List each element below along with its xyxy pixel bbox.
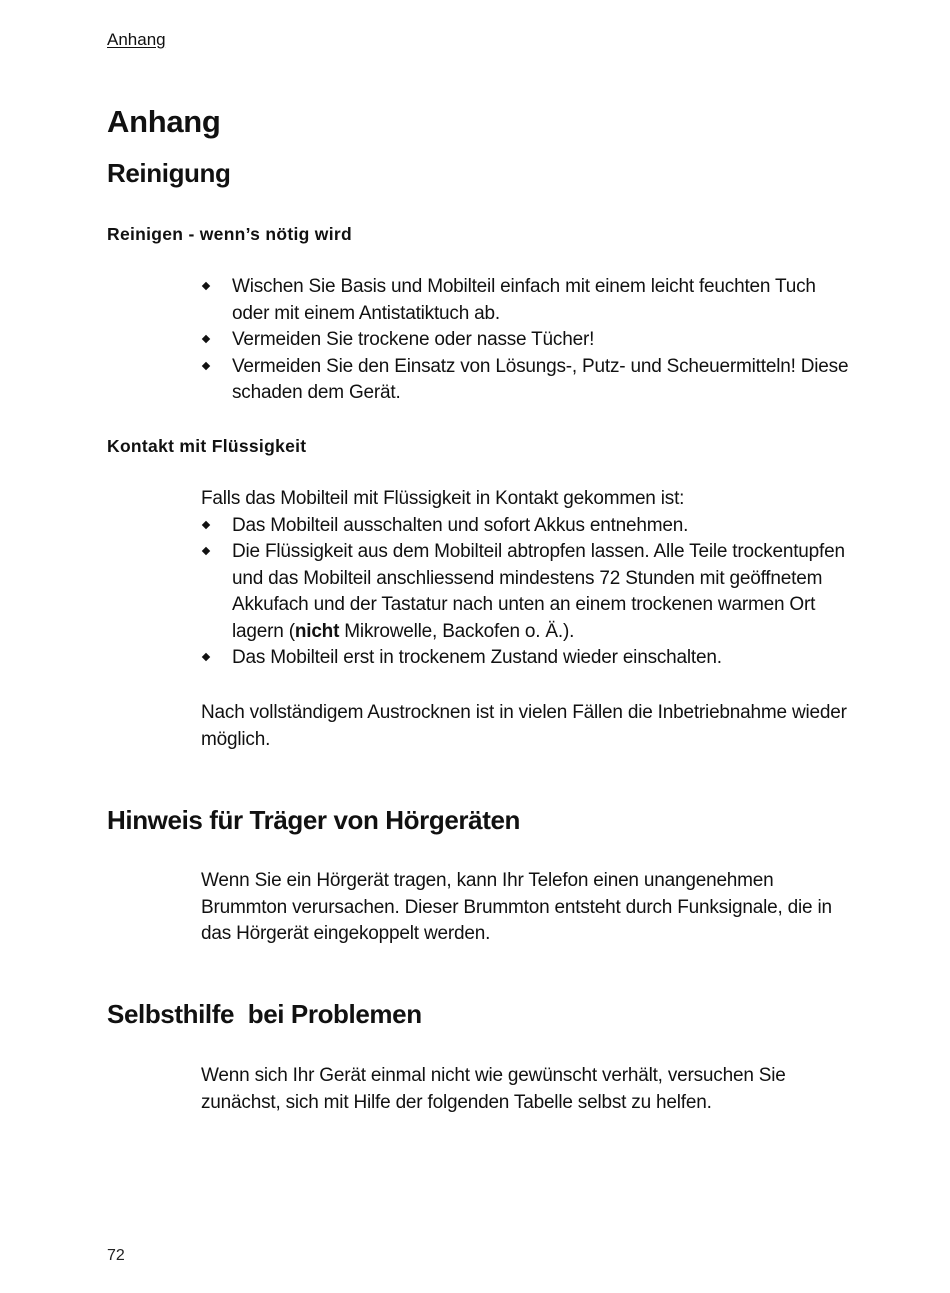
- diamond-bullet-icon: [202, 520, 210, 528]
- kontakt-intro: Falls das Mobilteil mit Flüssigkeit in Kontakt gekommen ist:: [201, 488, 685, 509]
- list-item-text-part: Die Flüssigkeit aus dem Mobilteil abtropfen lassen. Alle Teile trockentupfen und das Mobilteil anschliessend mindestens 72 Stunden mit geöffnetem Akkufach und der Tastatur nach unten an einem trockenen warmen Ort lagern (: [232, 541, 845, 642]
- page-title: Anhang: [107, 104, 221, 139]
- list-item: [201, 513, 851, 540]
- subheading-kontakt: Kontakt mit Flüssigkeit: [107, 436, 307, 456]
- running-header: Anhang: [107, 30, 166, 49]
- selbsthilfe-text: Wenn sich Ihr Gerät einmal nicht wie gewünscht verhält, versuchen Sie zunächst, sich mit Hilfe der folgenden Tabelle selbst zu helfen.: [201, 1065, 786, 1113]
- kontakt-bullet-list: [201, 513, 851, 672]
- diamond-bullet-icon: [202, 361, 210, 369]
- list-item-text: Das Mobilteil ausschalten und sofort Akkus entnehmen.: [232, 514, 689, 536]
- kontakt-closing-block: [201, 700, 851, 753]
- list-item-text: Vermeiden Sie trockene oder nasse Tücher!: [232, 329, 595, 350]
- list-item: [201, 539, 851, 645]
- list-item: [201, 327, 851, 354]
- list-item: [201, 274, 851, 327]
- kontakt-closing: Nach vollständigem Austrocknen ist in vielen Fällen die Inbetriebnahme wieder möglich.: [201, 702, 847, 750]
- list-item: [201, 645, 851, 672]
- reinigen-bullet-list: [201, 274, 851, 407]
- list-item-text: Vermeiden Sie den Einsatz von Lösungs-, Putz- und Scheuermitteln! Diese schaden dem Gerät.: [232, 355, 849, 403]
- diamond-bullet-icon: [202, 547, 210, 555]
- diamond-bullet-icon: [202, 282, 210, 290]
- hoergeraete-text: Wenn Sie ein Hörgerät tragen, kann Ihr Telefon einen unangenehmen Brummton verursachen. Dieser Brummton entsteht durch Funksignale, die in das Hörgerät eingekoppelt werden.: [201, 870, 832, 944]
- section-heading-hoergeraete: Hinweis für Träger von Hörgeräten: [107, 805, 521, 835]
- list-item-text: Das Mobilteil erst in trockenem Zustand wieder einschalten.: [232, 647, 722, 668]
- list-item-text: Wischen Sie Basis und Mobilteil einfach mit einem leicht feuchten Tuch oder mit einem Antistatiktuch ab.: [232, 276, 816, 324]
- list-item: [201, 354, 851, 407]
- section-heading-selbsthilfe: Selbsthilfe bei Problemen: [107, 999, 422, 1029]
- kontakt-block: [201, 486, 851, 672]
- hoergeraete-block: [201, 868, 851, 948]
- reinigen-list-block: [201, 274, 851, 407]
- page-number: 72: [107, 1247, 125, 1264]
- selbsthilfe-block: [201, 1063, 851, 1116]
- section-heading-reinigung: Reinigung: [107, 158, 231, 188]
- list-item-text-part: Mikrowelle, Backofen o. Ä.).: [339, 620, 575, 642]
- diamond-bullet-icon: [202, 653, 210, 661]
- diamond-bullet-icon: [202, 335, 210, 343]
- subheading-reinigen: Reinigen - wenn’s nötig wird: [107, 224, 352, 244]
- emphasis-nicht: nicht: [294, 620, 340, 642]
